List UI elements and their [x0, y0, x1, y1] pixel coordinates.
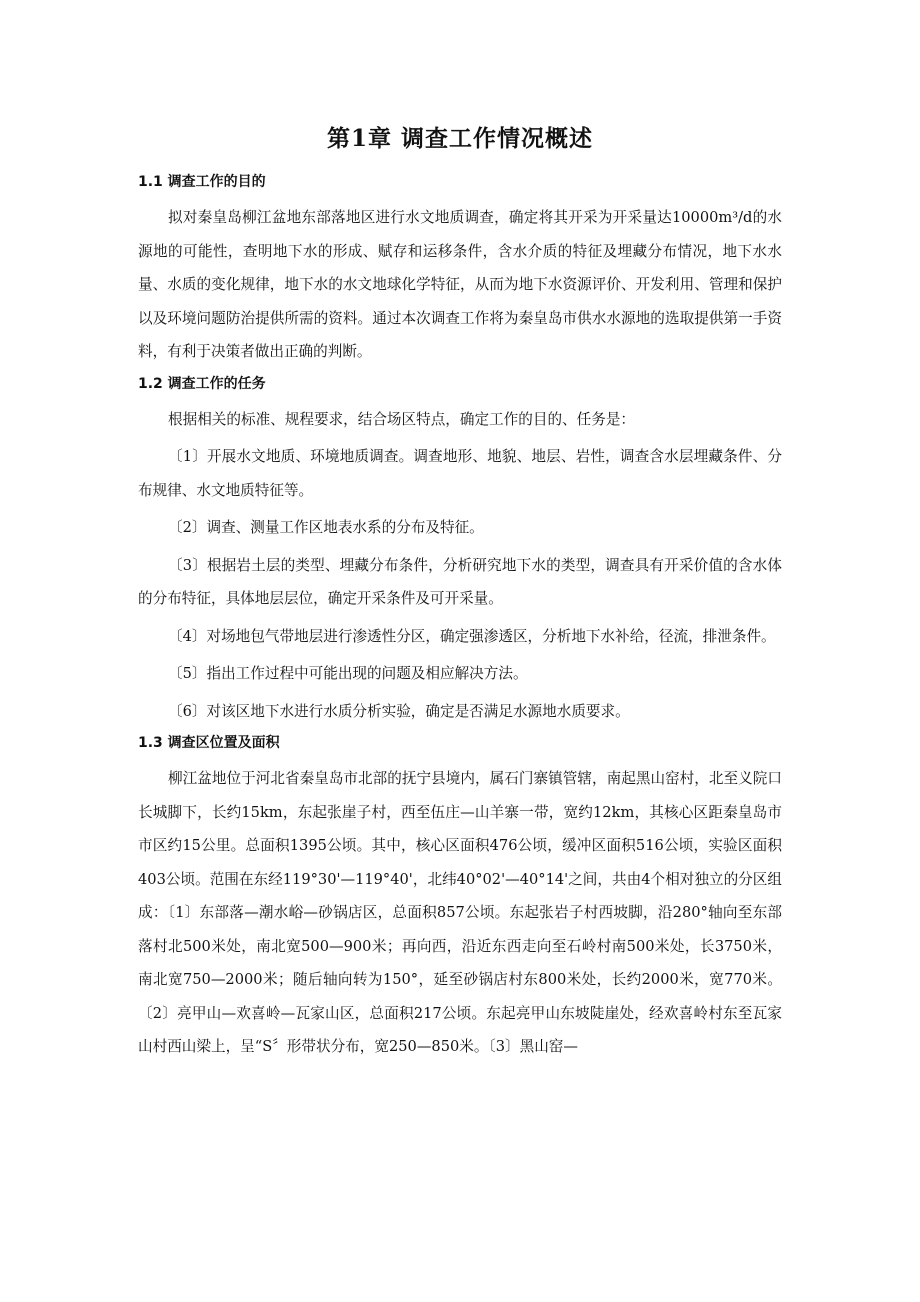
section-1-3-paragraph: 柳江盆地位于河北省秦皇岛市北部的抚宁县境内，属石门寨镇管辖，南起黑山窑村，北至义院口长城脚下，长约15km，东起张崖子村，西至伍庄—山羊寨一带，宽约12km，其核心区距秦皇岛市市区约15公里。总面积1395公顷。其中，核心区面积476公顷，缓冲区面积516公顷，实验区面积403公顷。范围在东经119°30'—119°40'，北纬40°02'—40°14'之间，共由4个相对独立的分区组成：〔1〕东部落—潮水峪—砂锅店区，总面积857公顷。东起张岩子村西坡脚，沿280°轴向至东部落村北500米处，南北宽500—900米；再向西，沿近东西走向至石岭村南500米处，长3750米，南北宽750—2000米；随后轴向转为150°，延至砂锅店村东800米处，长约2000米，宽770米。〔2〕亮甲山—欢喜岭—瓦家山区，总面积217公顷。东起亮甲山东坡陡崖处，经欢喜岭村东至瓦家山村西山梁上，呈“S〞形带状分布，宽250—850米。〔3〕黑山窑— [138, 770, 782, 1055]
task-item-5: 〔5〕指出工作过程中可能出现的问题及相应解决方法。 [168, 665, 528, 682]
section-1-2-intro: 根据相关的标准、规程要求，结合场区特点，确定工作的目的、任务是： [168, 410, 636, 428]
task-item-1: 〔1〕开展水文地质、环境地质调查。调查地形、地貌、地层、岩性，调查含水层埋藏条件、分布规律、水文地质特征等。 [138, 448, 782, 499]
task-item-4: 〔4〕对场地包气带地层进行渗透性分区，确定强渗透区，分析地下水补给，径流，排泄条件。 [168, 627, 776, 645]
task-item-6: 〔6〕对该区地下水进行水质分析实验，确定是否满足水源地水质要求。 [168, 702, 630, 720]
chapter-title: 第1章 调查工作情况概述 [326, 125, 593, 152]
section-heading-1-3: 1.3 调查区位置及面积 [138, 735, 280, 751]
section-heading-1-2: 1.2 调查工作的任务 [138, 375, 266, 392]
task-item-3: 〔3〕根据岩土层的类型、埋藏分布条件，分析研究地下水的类型，调查具有开采价值的含水体的分布特征，具体地层层位，确定开采条件及可开采量。 [138, 556, 782, 607]
section-heading-1-1: 1.1 调查工作的目的 [138, 174, 266, 190]
task-item-2: 〔2〕调查、测量工作区地表水系的分布及特征。 [168, 519, 484, 536]
section-1-1-paragraph: 拟对秦皇岛柳江盆地东部落地区进行水文地质调查，确定将其开采为开采量达10000m³/d的水源地的可能性，查明地下水的形成、赋存和运移条件，含水介质的特征及埋藏分布情况，地下水水量、水质的变化规律，地下水的水文地球化学特征，从而为地下水资源评价、开发利用、管理和保护以及环境问题防治提供所需的资料。通过本次调查工作将为秦皇岛市供水水源地的选取提供第一手资料，有利于决策者做出正确的判断。 [138, 209, 782, 360]
